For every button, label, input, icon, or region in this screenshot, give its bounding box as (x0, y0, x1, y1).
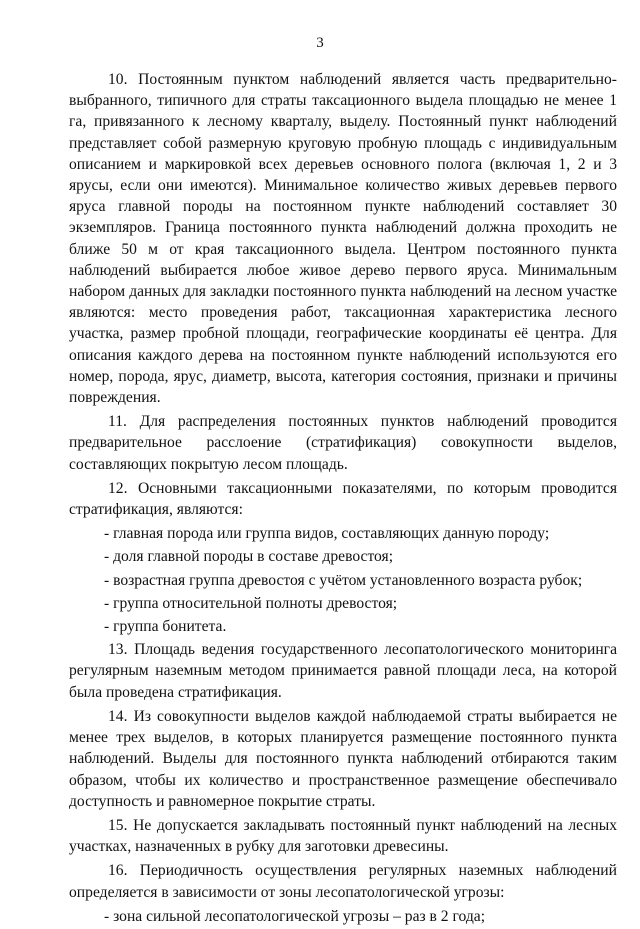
paragraph-16: 16. Периодичность осуществления регулярных наземных наблюдений определяется в зависимости от зоны лесопатологической угрозы: (69, 862, 617, 901)
paragraph-14: 14. Из совокупности выделов каждой наблюдаемой страты выбирается не менее трех выделов, в которых планируется размещение постоянного пункта наблюдений. Выделы для постоянного пункта наблюдений отбираются таким образом, чтобы их количество и пространственное размещение обеспечивало доступность и равномерное покрытие страты. (69, 707, 617, 810)
paragraph-15: 15. Не допускается закладывать постоянный пункт наблюдений на лесных участках, назначенных в рубку для заготовки древесины. (69, 816, 617, 856)
list-item: - группа относительной полноты древостоя; (104, 594, 398, 612)
list-item: - зона сильной лесопатологической угрозы – раз в 2 года; (104, 907, 486, 925)
paragraph-10: 10. Постоянным пунктом наблюдений является часть предварительно-выбранного, типичного для страты таксационного выдела площадью не менее 1 га, привязанного к лесному кварталу, выделу. Постоянный пункт наблюдений представляет собой размерную круговую пробную площадь с индивидуальным описанием и маркировкой всех деревьев основного полога (включая 1, 2 и 3 ярусы, если они имеются). Минимальное количество живых деревьев первого яруса главной породы на постоянном пункте наблюдений составляет 30 экземпляров. Граница постоянного пункта наблюдений должна проходить не ближе 50 м от края таксационного выдела. Центром постоянного пункта наблюдений выбирается любое живое дерево первого яруса. Минимальным набором данных для закладки постоянного пункта наблюдений на лесном участке являются: место проведения работ, таксационная характеристика лесного участка, размер пробной площади, географические координаты её центра. Для описания каждого дерева на постоянном пункте наблюдений используются его номер, порода, ярус, диаметр, высота, категория состояния, признаки и причины повреждения. (69, 71, 617, 407)
document-body (69, 69, 617, 929)
paragraph-11: 11. Для распределения постоянных пунктов наблюдений проводится предварительное расслоение (стратификация) совокупности выделов, составляющих покрытую лесом площадь. (69, 413, 617, 473)
page-number: 3 (316, 35, 324, 51)
list-item: - главная порода или группа видов, составляющих данную породу; (104, 525, 550, 543)
list-item: - возрастная группа древостоя с учётом установленного возраста рубок; (104, 571, 583, 589)
paragraph-12: 12. Основными таксационными показателями, по которым проводится стратификация, являются: (69, 479, 617, 519)
paragraph-13: 13. Площадь ведения государственного лесопатологического мониторинга регулярным наземным методом принимается равной площади леса, на которой была проведена стратификация. (69, 641, 617, 701)
list-item: - доля главной породы в составе древостоя; (104, 548, 394, 566)
list-item: - группа бонитета. (104, 618, 227, 636)
